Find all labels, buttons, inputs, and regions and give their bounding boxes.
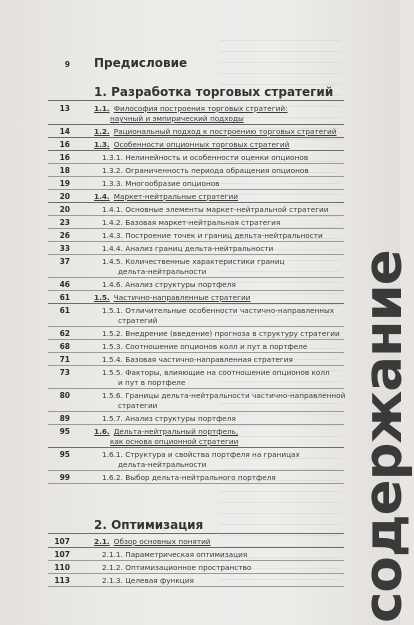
divider [48,254,344,255]
subsection-text: 1.3.3. Многообразие опционов [102,179,220,188]
divider [48,424,344,425]
divider [48,290,344,291]
page-number: 95 [59,450,70,459]
section-number: 1.5. [94,293,110,302]
page-number: 13 [59,104,70,113]
subsection-title [102,355,352,365]
subsection-title [102,153,352,163]
section-title [94,293,344,303]
subsection-text-continued: стратегии [118,401,158,410]
page-number: 73 [59,368,70,377]
section-title [94,537,344,547]
divider [48,100,344,101]
side-title-text: содержание [353,250,414,623]
vertical-section-title [346,0,414,625]
subsection-title [102,414,352,424]
divider [48,137,344,138]
subsection-text: 1.5.7. Анализ структуры портфеля [102,414,236,423]
subsection-title [102,342,352,352]
subsection-text: 1.4.4. Анализ границ дельта-нейтральности [102,244,274,253]
divider [48,326,344,327]
section-title [94,104,344,124]
subsection-text: 2.1.1. Параметрическая оптимизация [102,550,248,559]
section-title [94,427,344,447]
page-number: 110 [54,563,70,572]
divider [48,150,344,151]
divider [48,228,344,229]
section-text-continued: как основа опционной стратегии [110,437,239,446]
subsection-title [102,550,352,560]
subsection-text: 2.1.3. Целевая функция [102,576,194,585]
subsection-text: 1.5.5. Факторы, влияющие на соотношение опционов колл [102,368,330,377]
subsection-text: 1.3.1. Нелинейность и особенности оценки опционов [102,153,309,162]
divider [48,411,344,412]
page-number: 16 [59,153,70,162]
subsection-text: 1.4.3. Построение точек и границ дельта-нейтральности [102,231,323,240]
section-text: Частично-направленные стратегии [113,293,251,302]
page-number: 9 [64,60,70,69]
page-number: 62 [59,329,70,338]
subsection-title [102,306,352,326]
divider [48,560,344,561]
subsection-text: 1.5.4. Базовая частично-направленная стратегия [102,355,293,364]
page-number: 61 [59,306,70,315]
page-number: 113 [54,576,70,585]
page-number: 61 [59,293,70,302]
section-text: Особенности опционных торговых стратегий [113,140,290,149]
subsection-text: 2.1.2. Оптимизационное пространство [102,563,252,572]
section-text: Маркет-нейтральные стратегии [113,192,238,201]
page-number: 26 [59,231,70,240]
section-number: 2.1. [94,537,110,546]
section-title [94,192,344,202]
section-number: 1.1. [94,104,110,113]
page-number: 23 [59,218,70,227]
divider [48,202,344,203]
page-number: 46 [59,280,70,289]
section-number: 1.3. [94,140,110,149]
subsection-title [102,473,352,483]
section-number: 1.4. [94,192,110,201]
page-number: 95 [59,427,70,436]
subsection-title [102,231,352,241]
chapter-title: 1. Разработка торговых стратегий [94,85,334,99]
divider [48,124,344,125]
divider [48,483,344,484]
subsection-title [102,179,352,189]
section-text: Дельта-нейтральный портфель, [113,427,239,436]
subsection-text: 1.5.6. Границы дельта-нейтральности частично-направленной [102,391,346,400]
subsection-title [102,280,352,290]
subsection-text: 1.5.2. Внедрение (введение) прогноза в структуру стратегии [102,329,340,338]
section-text: Философия построения торговых стратегий: [113,104,288,113]
page-number: 107 [54,550,70,559]
subsection-text: 1.3.2. Ограниченность периода обращения опционов [102,166,309,175]
section-text-continued: научный и эмпирический подходы [110,114,244,123]
divider [48,586,344,587]
subsection-text: 1.4.6. Анализ структуры портфеля [102,280,236,289]
divider [48,573,344,574]
subsection-text: 1.6.1. Структура и свойства портфеля на границах [102,450,300,459]
subsection-text: 1.5.1. Отличительные особенности частично-направленных [102,306,335,315]
subsection-text: 1.4.5. Количественные характеристики границ [102,257,285,266]
section-title [94,127,344,137]
divider [48,189,344,190]
page-number: 20 [59,192,70,201]
subsection-title [102,329,352,339]
subsection-title [102,563,352,573]
section-text: Рациональный подход к построению торговых стратегий [113,127,337,136]
subsection-title [102,391,352,411]
page-number: 20 [59,205,70,214]
subsection-title [102,450,352,470]
page-number: 107 [54,537,70,546]
subsection-text: 1.4.2. Базовая маркет-нейтральная стратегия [102,218,281,227]
divider [48,533,344,534]
divider [48,241,344,242]
divider [48,163,344,164]
divider [48,447,344,448]
page-number: 16 [59,140,70,149]
divider [48,470,344,471]
page-number: 99 [59,473,70,482]
section-number: 1.2. [94,127,110,136]
page-number: 18 [59,166,70,175]
page-number: 71 [59,355,70,364]
page-number: 33 [59,244,70,253]
subsection-title [102,244,352,254]
subsection-text: 1.5.3. Соотношение опционов колл и пут в портфеле [102,342,308,351]
divider [48,339,344,340]
subsection-title [102,257,352,277]
divider [48,303,344,304]
page-number: 19 [59,179,70,188]
divider [48,277,344,278]
chapter-title: 2. Оптимизация [94,518,204,532]
preface-title: Предисловие [94,56,188,70]
page-number: 80 [59,391,70,400]
section-number: 1.6. [94,427,110,436]
subsection-title [102,218,352,228]
section-text: Обзор основных понятий [113,537,211,546]
subsection-text-continued: дельта-нейтральности [118,460,207,469]
subsection-text-continued: стратегий [118,316,158,325]
divider [48,547,344,548]
subsection-text-continued: дельта-нейтральности [118,267,207,276]
page-number: 68 [59,342,70,351]
subsection-title [102,368,352,388]
divider [48,352,344,353]
page-number: 14 [59,127,70,136]
divider [48,388,344,389]
page-number: 37 [59,257,70,266]
divider [48,365,344,366]
section-title [94,140,344,150]
subsection-text: 1.4.1. Основные элементы маркет-нейтральной стратегии [102,205,329,214]
divider [48,215,344,216]
page-number: 89 [59,414,70,423]
divider [48,176,344,177]
subsection-title [102,166,352,176]
subsection-text: 1.6.2. Выбор дельта-нейтрального портфеля [102,473,276,482]
subsection-text-continued: и пут в портфеле [118,378,186,387]
subsection-title [102,576,352,586]
subsection-title [102,205,352,215]
